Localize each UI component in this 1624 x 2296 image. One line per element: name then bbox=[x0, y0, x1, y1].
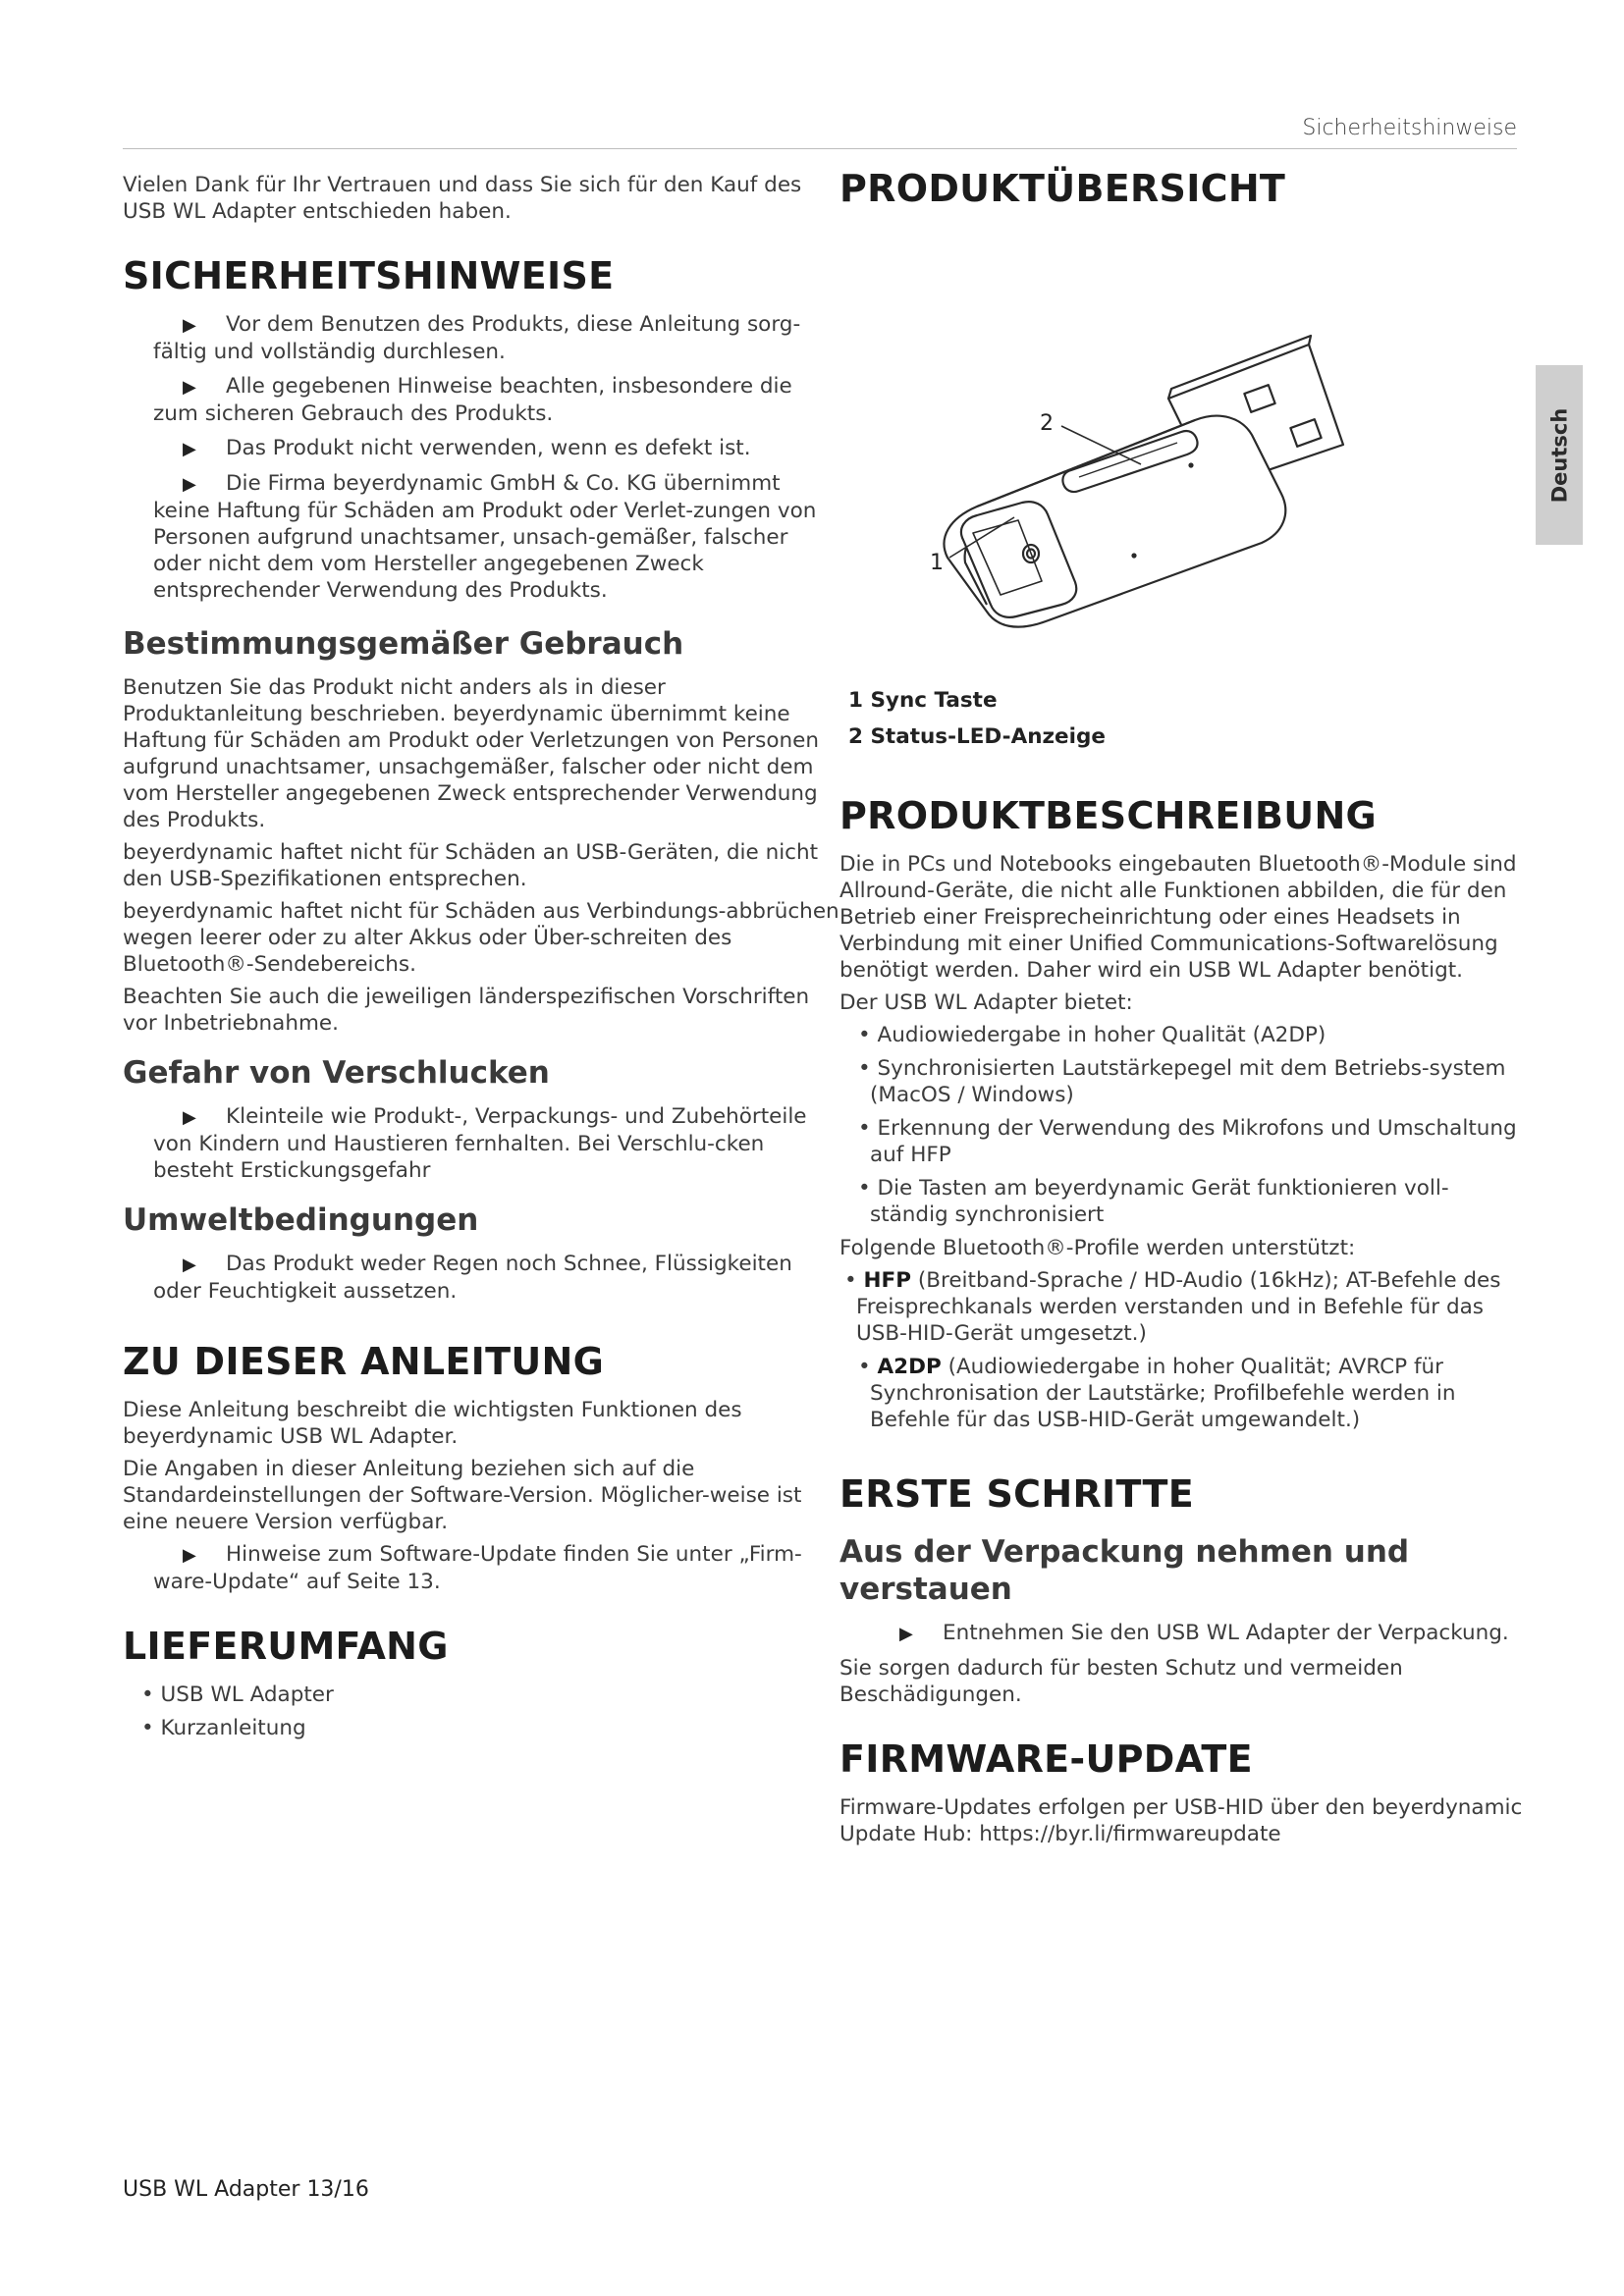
scope-item: • USB WL Adapter bbox=[141, 1682, 334, 1707]
heading-intended-use: Bestimmungsgemäßer Gebrauch bbox=[123, 626, 684, 662]
choking-item: ▶ Kleinteile wie Produkt-, Verpackungs- und Zubehörteile von Kindern und Haustieren fernhalten. Bei Verschlu-cken besteht Erstickungsgefahr bbox=[153, 1104, 807, 1183]
intended-use-paragraph: beyerdynamic haftet nicht für Schäden aus Verbindungs-abbrüchen wegen leerer oder zu alter Akkus oder Über-schreiten des Bluetooth®-Sendebereichs. bbox=[123, 899, 839, 977]
intro-text: Vielen Dank für Ihr Vertrauen und dass Sie sich für den Kauf des USB WL Adapter entschieden haben. bbox=[123, 173, 802, 224]
callout-2: 2 bbox=[1040, 411, 1054, 436]
subheading-unpacking: Aus der Verpackung nehmen und verstauen bbox=[839, 1534, 1410, 1607]
language-tab-label: Deutsch bbox=[1547, 407, 1571, 503]
heading-overview: PRODUKTÜBERSICHT bbox=[839, 167, 1286, 210]
heading-scope: LIEFERUMFANG bbox=[123, 1625, 449, 1668]
page-footer bbox=[123, 2177, 369, 2202]
intended-use-paragraph: Beachten Sie auch die jeweiligen länderspezifischen Vorschriften vor Inbetriebnahme. bbox=[123, 985, 810, 1036]
feature-item: • Erkennung der Verwendung des Mikrofons und Umschaltung auf HFP bbox=[858, 1116, 1517, 1167]
safety-item: ▶ Vor dem Benutzen des Produkts, diese Anleitung sorg-fältig und vollständig durchlesen. bbox=[153, 312, 801, 364]
arrow-icon: ▶ bbox=[183, 1107, 196, 1128]
description-paragraph: Die in PCs und Notebooks eingebauten Bluetooth®-Module sind Allround-Geräte, die nicht alle Funktionen abbilden, die für den Betrieb einer Freisprecheinrichtung oder eines Headsets in Verbindung mit einer Unified Communications-Softwarelösung benötigt werden. Daher wird ein USB WL Adapter benötigt. bbox=[839, 852, 1517, 983]
right-column bbox=[839, 167, 1527, 1853]
legend-sync-button: 1 Sync Taste bbox=[848, 688, 998, 713]
feature-item: • Audiowiedergabe in hoher Qualität (A2DP) bbox=[858, 1023, 1326, 1047]
heading-firmware: FIRMWARE-UPDATE bbox=[839, 1737, 1253, 1781]
heading-first-steps: ERSTE SCHRITTE bbox=[839, 1472, 1195, 1516]
callout-1: 1 bbox=[930, 551, 944, 575]
about-item: ▶ Hinweise zum Software-Update finden Sie unter „Firm-ware-Update“ auf Seite 13. bbox=[153, 1542, 802, 1594]
heading-description: PRODUKTBESCHREIBUNG bbox=[839, 794, 1378, 837]
footer-product: USB WL Adapter bbox=[123, 2177, 300, 2202]
safety-item: ▶ Alle gegebenen Hinweise beachten, insbesondere die zum sicheren Gebrauch des Produkts. bbox=[153, 374, 792, 426]
arrow-icon: ▶ bbox=[899, 1624, 913, 1644]
arrow-icon: ▶ bbox=[183, 439, 196, 459]
heading-safety: SICHERHEITSHINWEISE bbox=[123, 254, 615, 297]
about-paragraph: Diese Anleitung beschreibt die wichtigsten Funktionen des beyerdynamic USB WL Adapter. bbox=[123, 1398, 742, 1449]
scope-item: • Kurzanleitung bbox=[141, 1716, 306, 1740]
legend-status-led: 2 Status-LED-Anzeige bbox=[848, 724, 1106, 749]
about-paragraph: Die Angaben in dieser Anleitung beziehen sich auf die Standardeinstellungen der Software-Version. Möglicher-weise ist eine neuere Version verfügbar. bbox=[123, 1457, 802, 1534]
intended-use-paragraph: Benutzen Sie das Produkt nicht anders als in dieser Produktanleitung beschrieben. beyerdynamic übernimmt keine Haftung für Schäden am Produkt oder Verletzungen von Personen aufgrund unachtsamer, unsachgemäßer, falscher oder nicht dem vom Hersteller angegebenen Zweck entsprechender Verwendung des Produkts. bbox=[123, 675, 819, 832]
language-tab[interactable] bbox=[1536, 365, 1583, 545]
arrow-icon: ▶ bbox=[183, 1545, 196, 1566]
intended-use-paragraph: beyerdynamic haftet nicht für Schäden an USB-Geräten, die nicht den USB-Spezifikationen entsprechen. bbox=[123, 840, 819, 891]
footer-page-number: 13/16 bbox=[306, 2177, 369, 2202]
page-header bbox=[123, 116, 1517, 149]
header-section-title: Sicherheitshinweise bbox=[1302, 116, 1517, 140]
arrow-icon: ▶ bbox=[183, 377, 196, 398]
arrow-icon: ▶ bbox=[183, 315, 196, 336]
heading-choking: Gefahr von Verschlucken bbox=[123, 1055, 550, 1091]
arrow-icon: ▶ bbox=[183, 1255, 196, 1275]
first-steps-paragraph: Sie sorgen dadurch für besten Schutz und vermeiden Beschädigungen. bbox=[839, 1656, 1403, 1707]
arrow-icon: ▶ bbox=[183, 474, 196, 495]
left-column bbox=[123, 172, 839, 1748]
description-paragraph: Folgende Bluetooth®-Profile werden unterstützt: bbox=[839, 1236, 1356, 1260]
usb-adapter-illustration bbox=[839, 234, 1527, 685]
firmware-paragraph: Firmware-Updates erfolgen per USB-HID über den beyerdynamic Update Hub: https://byr.li/firmwareupdate bbox=[839, 1795, 1523, 1846]
profile-item: • A2DP (Audiowiedergabe in hoher Qualität; AVRCP für Synchronisation der Lautstärke; Profilbefehle werden in Befehle für das USB-HID-Gerät umgewandelt.) bbox=[858, 1355, 1456, 1432]
heading-about: ZU DIESER ANLEITUNG bbox=[123, 1340, 605, 1383]
heading-environment: Umweltbedingungen bbox=[123, 1202, 479, 1238]
profile-item: • HFP (Breitband-Sprache / HD-Audio (16kHz); AT-Befehle des Freisprechkanals werden verstanden und in Befehle für das USB-HID-Gerät umgesetzt.) bbox=[844, 1268, 1501, 1346]
feature-item: • Synchronisierten Lautstärkepegel mit dem Betriebs-system (MacOS / Windows) bbox=[858, 1056, 1506, 1107]
safety-item: ▶ Das Produkt nicht verwenden, wenn es defekt ist. bbox=[183, 436, 751, 460]
environment-item: ▶ Das Produkt weder Regen noch Schnee, Flüssigkeiten oder Feuchtigkeit aussetzen. bbox=[153, 1252, 792, 1304]
feature-item: • Die Tasten am beyerdynamic Gerät funktionieren voll-ständig synchronisiert bbox=[858, 1176, 1449, 1227]
safety-item: ▶ Die Firma beyerdynamic GmbH & Co. KG übernimmt keine Haftung für Schäden am Produkt oder Verlet-zungen von Personen aufgrund unachtsamer, unsach-gemäßer, falscher oder nicht dem vom Hersteller angegebenen Zweck entsprechender Verwendung des Produkts. bbox=[153, 471, 817, 603]
description-paragraph: Der USB WL Adapter bietet: bbox=[839, 990, 1133, 1015]
first-steps-item: ▶ Entnehmen Sie den USB WL Adapter der Verpackung. bbox=[899, 1621, 1509, 1645]
